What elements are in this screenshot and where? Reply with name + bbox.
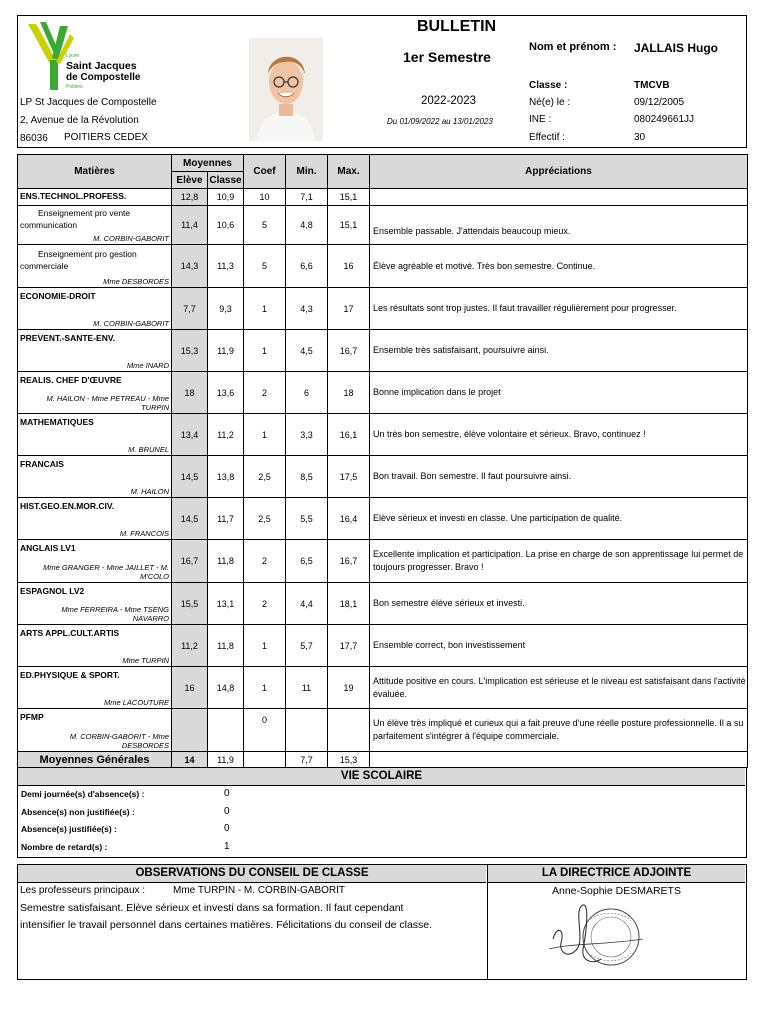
general-max: 15,3 [328, 752, 370, 768]
school-city: POITIERS CEDEX [64, 132, 148, 143]
general-eleve: 14 [172, 752, 208, 768]
subject-coef: 1 [244, 667, 286, 709]
subject-teacher: M. HAILON - Mme PETREAU - Mme TURPIN [46, 394, 169, 412]
subject-eleve: 18 [172, 372, 208, 414]
subject-coef: 1 [244, 625, 286, 667]
subject-max: 18 [328, 372, 370, 414]
late-count-label: Nombre de retard(s) : [21, 842, 108, 852]
subject-min: 6 [286, 372, 328, 414]
absence-half-days-label: Demi journée(s) d'absence(s) : [21, 789, 145, 799]
class-label: Classe : [529, 80, 568, 91]
school-name: LP St Jacques de Compostelle [20, 97, 157, 108]
birth-label: Né(e) le : [529, 97, 571, 108]
subject-eleve: 11,2 [172, 625, 208, 667]
late-count-value: 1 [224, 841, 230, 852]
subject-min: 11 [286, 667, 328, 709]
subject-appreciation: Un très bon semestre, élève volontaire et sérieux. Bravo, continuez ! [370, 414, 748, 456]
subject-eleve: 7,7 [172, 288, 208, 330]
subject-classe: 11,3 [208, 245, 244, 288]
subject-min: 6,6 [286, 245, 328, 288]
absence-half-days-value: 0 [224, 788, 230, 799]
subject-coef: 2,5 [244, 498, 286, 540]
subject-name: MATHEMATIQUES [20, 417, 94, 427]
table-row [18, 667, 748, 709]
subject-min: 4,4 [286, 583, 328, 625]
subject-eleve: 12,8 [172, 189, 208, 206]
absence-justified-value: 0 [224, 823, 230, 834]
table-row [18, 372, 748, 414]
subject-min: 4,8 [286, 206, 328, 245]
subject-name: FRANCAIS [20, 459, 64, 469]
bulletin-dates: Du 01/09/2022 au 13/01/2023 [387, 117, 493, 126]
subject-appreciation: Bon travail. Bon semestre. Il faut poursuivre ainsi. [370, 456, 748, 498]
subject-classe: 11,9 [208, 330, 244, 372]
table-row [18, 709, 748, 752]
table-row [18, 414, 748, 456]
vie-scolaire-section [17, 767, 747, 858]
subject-name: PREVENT.-SANTE-ENV. [20, 333, 116, 343]
logo-small-text: Lycée [66, 53, 80, 59]
subject-min: 7,1 [286, 189, 328, 206]
subject-min: 8,5 [286, 456, 328, 498]
subject-name: PFMP [20, 712, 44, 722]
subject-max: 16,7 [328, 330, 370, 372]
table-row [18, 245, 748, 288]
subject-teacher: Mme TURPIN [122, 656, 169, 665]
subject-eleve: 14,5 [172, 498, 208, 540]
subject-eleve: 15,3 [172, 330, 208, 372]
header-max: Max. [328, 155, 370, 189]
subject-teacher: M. HAILON [130, 487, 169, 496]
subject-name: Enseignement pro vente communication [20, 208, 131, 230]
ine-label: INE : [529, 114, 552, 125]
subject-name: REALIS. CHEF D'ŒUVRE [20, 375, 122, 385]
bulletin-year: 2022-2023 [421, 95, 476, 107]
observation-text-line2: intensifier le travail personnel dans certaines matières. Félicitations du conseil de classe. [20, 919, 433, 931]
table-row [18, 583, 748, 625]
subject-teacher: M. BRUNEL [128, 445, 169, 454]
direction-title: LA DIRECTRICE ADJOINTE [488, 865, 745, 883]
student-name: JALLAIS Hugo [634, 41, 718, 55]
subject-min: 5,5 [286, 498, 328, 540]
subject-teacher: M. CORBIN-GABORIT [93, 319, 169, 328]
subject-name: Enseignement pro gestion commerciale [20, 249, 137, 271]
subject-teacher: Mme GRANGER - Mme JAILLET - M. M'COLO [43, 563, 169, 581]
class-value: TMCVB [634, 80, 670, 91]
subject-eleve [172, 709, 208, 752]
table-row [18, 540, 748, 583]
bulletin-title: BULLETIN [417, 18, 497, 35]
absence-unjustified-label: Absence(s) non justifiée(s) : [21, 807, 135, 817]
subject-min: 4,5 [286, 330, 328, 372]
subject-coef: 2 [244, 583, 286, 625]
effectif-value: 30 [634, 132, 646, 143]
subject-max: 15,1 [328, 206, 370, 245]
bulletin-period: 1er Semestre [403, 49, 491, 65]
subject-max: 16,4 [328, 498, 370, 540]
student-photo [249, 38, 323, 141]
subject-name: HIST.GEO.EN.MOR.CIV. [20, 501, 115, 511]
subject-appreciation [370, 189, 748, 206]
subject-eleve: 16 [172, 667, 208, 709]
birth-value: 09/12/2005 [634, 97, 685, 108]
subject-appreciation: Excellente implication et participation. La prise en charge de son apprentissage lui permet de toujours progresser. Bravo ! [370, 540, 748, 583]
subject-classe: 10,9 [208, 189, 244, 206]
subject-max: 15,1 [328, 189, 370, 206]
subject-appreciation: Les résultats sont trop justes. Il faut travailler régulièrement pour progresser. [370, 288, 748, 330]
subject-eleve: 11,4 [172, 206, 208, 245]
absence-justified-label: Absence(s) justifiée(s) : [21, 824, 117, 834]
header-matieres: Matières [18, 155, 172, 189]
general-min: 7,7 [286, 752, 328, 768]
logo-city: Poitiers [66, 84, 83, 90]
absence-unjustified-value: 0 [224, 806, 230, 817]
observations-title: OBSERVATIONS DU CONSEIL DE CLASSE [18, 865, 486, 883]
subject-coef: 2,5 [244, 456, 286, 498]
subject-min: 4,3 [286, 288, 328, 330]
header-min: Min. [286, 155, 328, 189]
profs-value: Mme TURPIN - M. CORBIN-GABORIT [173, 885, 346, 896]
subject-teacher: Mme LACOUTURE [103, 698, 169, 707]
school-logo [22, 20, 142, 95]
subject-appreciation: Ensemble très satisfaisant, poursuivre ainsi. [370, 330, 748, 372]
subject-appreciation: Un élève très impliqué et curieux qui a fait preuve d'une réelle posture professionnelle. Il a su parfaitement s'intégrer à l'équipe commerciale. [370, 709, 748, 752]
subject-name: ED.PHYSIQUE & SPORT. [20, 670, 120, 680]
subject-appreciation: Attitude positive en cours. L'implication est sérieuse et le niveau est satisfaisant dans l'activité évaluée. [370, 667, 748, 709]
table-row [18, 625, 748, 667]
subject-max: 16,7 [328, 540, 370, 583]
subject-coef: 1 [244, 414, 286, 456]
subject-coef: 5 [244, 206, 286, 245]
subject-eleve: 14,5 [172, 456, 208, 498]
subject-appreciation: Bonne implication dans le projet [370, 372, 748, 414]
school-postal-code: 86036 [20, 133, 48, 144]
general-average-row [18, 752, 748, 768]
subject-coef: 5 [244, 245, 286, 288]
general-classe: 11,9 [208, 752, 244, 768]
general-label: Moyennes Générales [18, 752, 172, 768]
subject-name: ENS.TECHNOL.PROFESS. [20, 191, 127, 201]
subject-min: 5,7 [286, 625, 328, 667]
table-row [18, 330, 748, 372]
subject-appreciation: Ensemble correct, bon investissement [370, 625, 748, 667]
subject-classe [208, 709, 244, 752]
student-name-label: Nom et prénom : [529, 41, 617, 53]
subject-teacher: M. FRANCOIS [119, 529, 169, 538]
header-appreciations: Appréciations [370, 155, 748, 189]
subject-classe: 11,7 [208, 498, 244, 540]
header-coef: Coef [244, 155, 286, 189]
subject-eleve: 14,3 [172, 245, 208, 288]
subject-appreciation: Élève agréable et motivé. Très bon semestre. Continue. [370, 245, 748, 288]
header-classe: Classe [208, 172, 244, 189]
subject-teacher: M. CORBIN-GABORIT - Mme DESBORDES [69, 732, 169, 750]
subject-appreciation: Ensemble passable. J'attendais beaucoup mieux. [370, 206, 748, 245]
subject-appreciation: Elève sérieux et investi en classe. Une participation de qualité. [370, 498, 748, 540]
profs-label: Les professeurs principaux : [20, 885, 146, 896]
subject-name: ANGLAIS LV1 [20, 543, 76, 553]
subject-eleve: 13,4 [172, 414, 208, 456]
table-row [18, 189, 748, 206]
subject-coef: 0 [244, 709, 286, 752]
subject-name: ECONOMIE-DROIT [20, 291, 96, 301]
vie-scolaire-title: VIE SCOLAIRE [18, 768, 745, 786]
subject-coef: 2 [244, 540, 286, 583]
subject-classe: 14,8 [208, 667, 244, 709]
table-row [18, 456, 748, 498]
subject-max: 19 [328, 667, 370, 709]
subject-classe: 13,6 [208, 372, 244, 414]
effectif-label: Effectif : [529, 132, 565, 143]
subject-name: ARTS APPL.CULT.ARTIS [20, 628, 120, 638]
subject-max: 17 [328, 288, 370, 330]
subject-max: 17,5 [328, 456, 370, 498]
school-address: 2, Avenue de la Révolution [20, 115, 139, 126]
subject-teacher: Mme DESBORDES [103, 277, 169, 286]
stamp-signature-icon [543, 899, 653, 979]
subject-teacher: Mme FERREIRA - Mme TSENG NAVARRO [61, 605, 169, 623]
subject-min: 6,5 [286, 540, 328, 583]
subject-max: 16 [328, 245, 370, 288]
subject-coef: 1 [244, 330, 286, 372]
subject-teacher: Mme INARD [126, 361, 169, 370]
subject-eleve: 15,5 [172, 583, 208, 625]
header-moyennes: Moyennes [172, 155, 244, 172]
table-row [18, 206, 748, 245]
subject-name: ESPAGNOL LV2 [20, 586, 85, 596]
subject-classe: 11,8 [208, 540, 244, 583]
table-row [18, 498, 748, 540]
general-appreciation-empty [370, 752, 748, 768]
observation-text-line1: Semestre satisfaisant. Elève sérieux et investi dans sa formation. Il faut cependant [20, 902, 404, 914]
subject-classe: 11,2 [208, 414, 244, 456]
subject-min: 3,3 [286, 414, 328, 456]
general-coef-empty [244, 752, 286, 768]
subject-classe: 9,3 [208, 288, 244, 330]
subject-eleve: 16,7 [172, 540, 208, 583]
subject-teacher: M. CORBIN-GABORIT [93, 234, 169, 243]
direction-section [487, 864, 747, 980]
subject-coef: 2 [244, 372, 286, 414]
header-eleve: Elève [172, 172, 208, 189]
subject-coef: 10 [244, 189, 286, 206]
subject-coef: 1 [244, 288, 286, 330]
grades-table [17, 154, 748, 768]
observations-section [17, 864, 488, 980]
subject-min [286, 709, 328, 752]
subject-max: 17,7 [328, 625, 370, 667]
logo-name-line2: de Compostelle [66, 72, 141, 83]
table-row [18, 288, 748, 330]
subject-max [328, 709, 370, 752]
subject-classe: 10,6 [208, 206, 244, 245]
subject-appreciation: Bon semestre élève sérieux et investi. [370, 583, 748, 625]
subject-classe: 11,8 [208, 625, 244, 667]
ine-value: 080249661JJ [634, 114, 695, 125]
subject-classe: 13,1 [208, 583, 244, 625]
director-name: Anne-Sophie DESMARETS [552, 885, 681, 897]
subject-max: 16,1 [328, 414, 370, 456]
subject-max: 18,1 [328, 583, 370, 625]
subject-classe: 13,8 [208, 456, 244, 498]
logo-name-line1: Saint Jacques [66, 60, 137, 72]
